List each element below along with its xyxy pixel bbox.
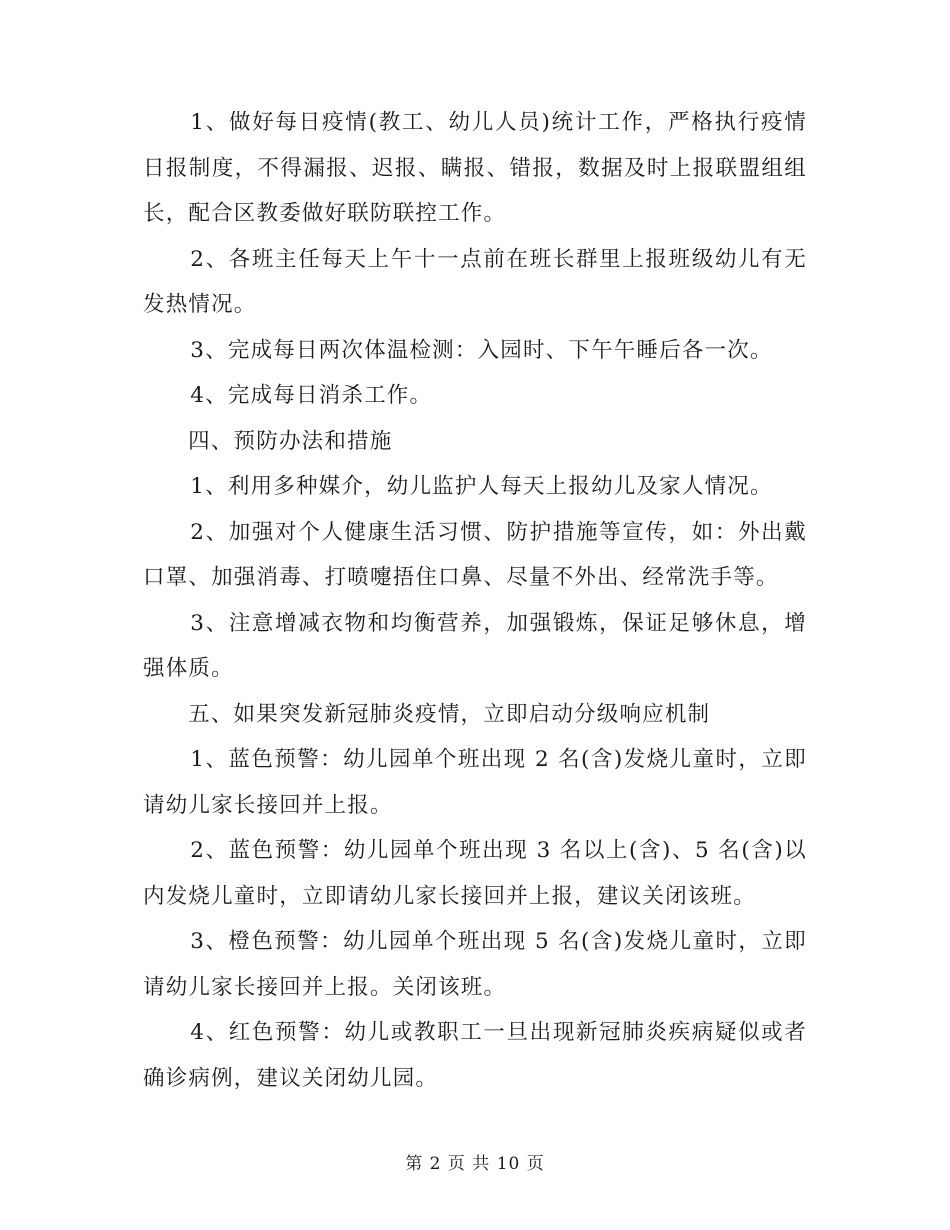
paragraph-blue-alert-1: 1、蓝色预警：幼儿园单个班出现 2 名(含)发烧儿童时，立即请幼儿家长接回并上报。: [143, 747, 807, 818]
paragraph-health-habits: 2、加强对个人健康生活习惯、防护措施等宣传，如：外出戴口罩、加强消毒、打喷嚏捂住口鼻、尽量不外出、经常洗手等。: [143, 519, 807, 590]
paragraph-blue-alert-2: 2、蓝色预警：幼儿园单个班出现 3 名以上(含)、5 名(含)以内发烧儿童时，立即请幼儿家长接回并上报，建议关闭该班。: [143, 838, 807, 909]
paragraph-temperature-check: 3、完成每日两次体温检测：入园时、下午午睡后各一次。: [190, 337, 773, 363]
paragraph-orange-alert: 3、橙色预警：幼儿园单个班出现 5 名(含)发烧儿童时，立即请幼儿家长接回并上报。关闭该班。: [143, 929, 807, 1000]
paragraph-red-alert: 4、红色预警：幼儿或教职工一旦出现新冠肺炎疾病疑似或者确诊病例，建议关闭幼儿园。: [143, 1020, 807, 1091]
paragraph-nutrition-exercise: 3、注意增减衣物和均衡营养，加强锻炼，保证足够休息，增强体质。: [143, 610, 807, 681]
paragraph-fever-report: 2、各班主任每天上午十一点前在班长群里上报班级幼儿有无发热情况。: [143, 246, 807, 317]
page-number-footer: 第 2 页 共 10 页: [405, 1154, 545, 1174]
document-body: [143, 100, 807, 1101]
paragraph-daily-statistics: 1、做好每日疫情(教工、幼儿人员)统计工作，严格执行疫情日报制度，不得漏报、迟报、瞒报、错报，数据及时上报联盟组组长，配合区教委做好联防联控工作。: [143, 110, 807, 226]
section-heading-prevention: 四、预防办法和措施: [188, 428, 393, 454]
section-heading-response-mechanism: 五、如果突发新冠肺炎疫情，立即启动分级响应机制: [188, 701, 711, 727]
paragraph-guardian-report: 1、利用多种媒介，幼儿监护人每天上报幼儿及家人情况。: [190, 474, 773, 499]
paragraph-disinfection: 4、完成每日消杀工作。: [190, 383, 433, 408]
